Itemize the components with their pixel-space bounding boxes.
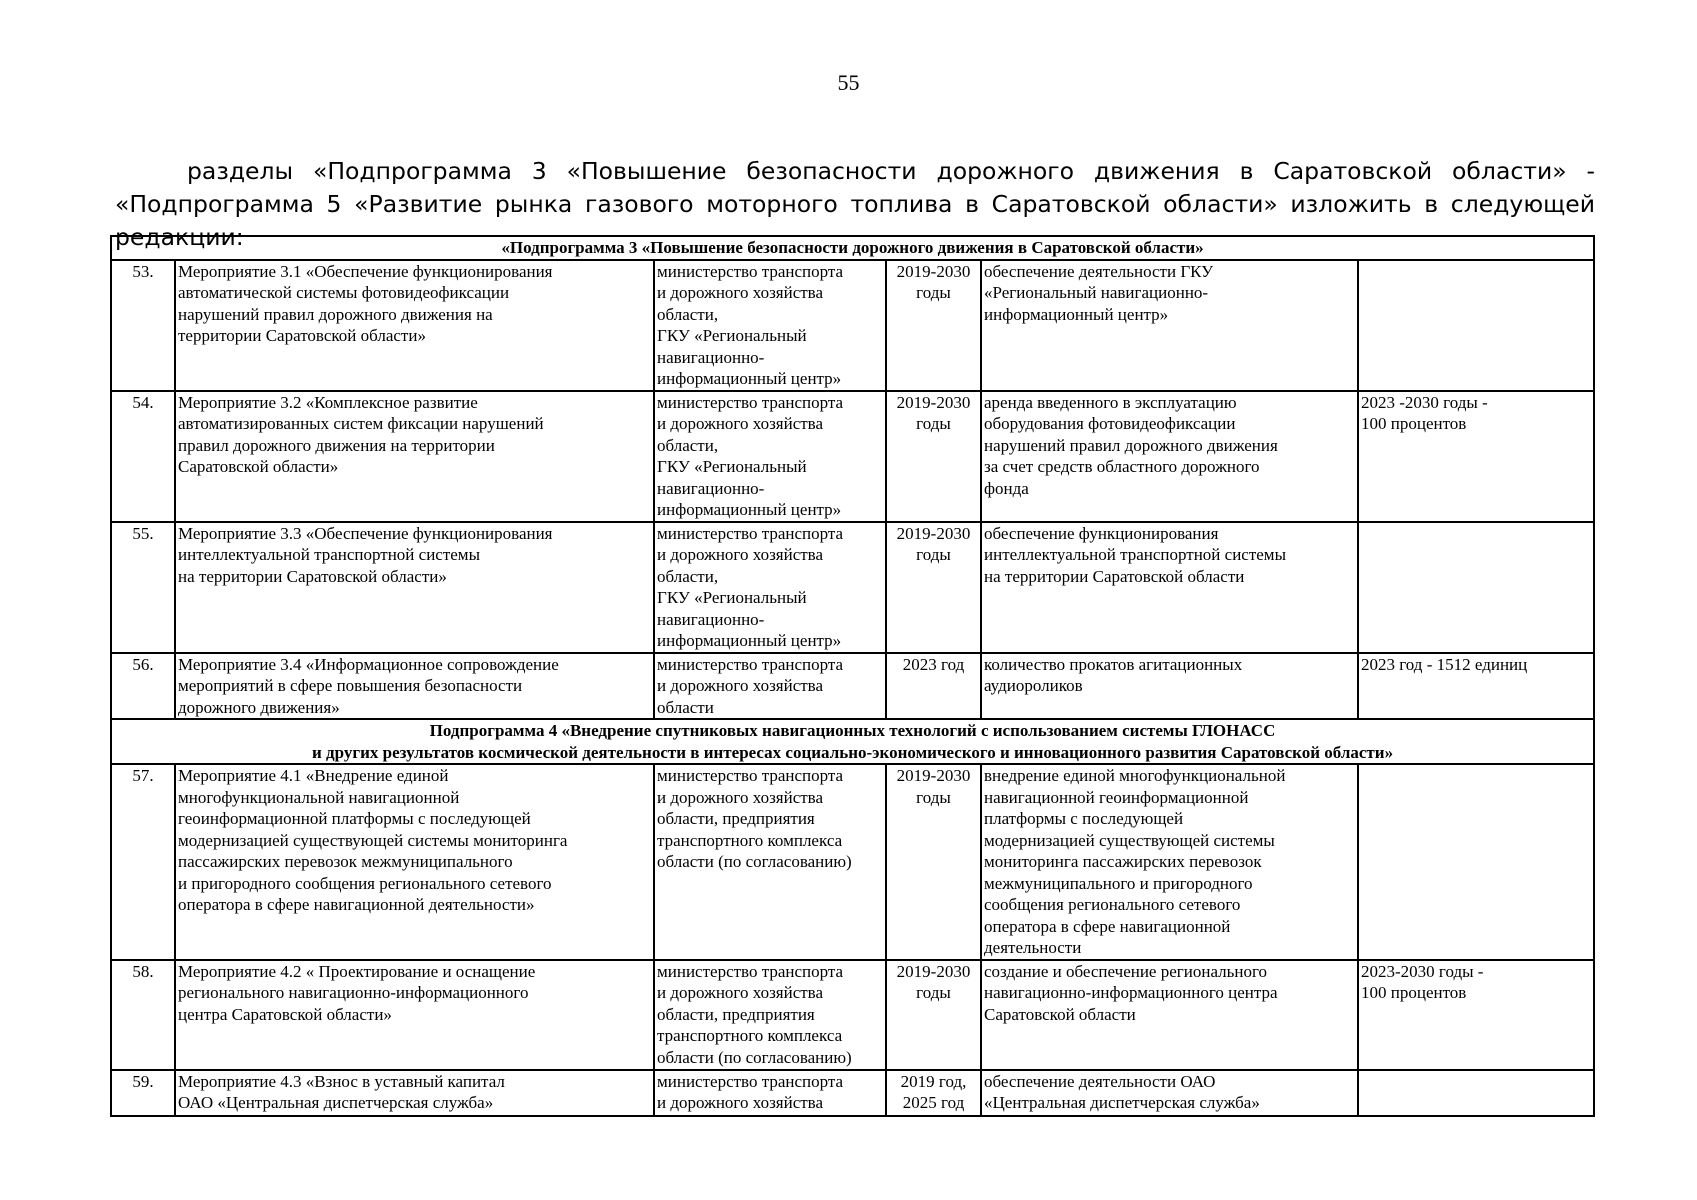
page-number: 55: [837, 70, 860, 95]
executor: министерство транспорта и дорожного хозяйства области: [654, 653, 886, 720]
table-row: [111, 764, 1594, 960]
row-number: 58.: [111, 960, 175, 1070]
section-header-row: [111, 236, 1594, 260]
program-table: [110, 235, 1595, 1117]
section-title-4: Подпрограмма 4 «Внедрение спутниковых навигационных технологий с использованием системы ГЛОНАСС и других результатов космической деятельности в интересах социально-экономического и инновационного развития Саратовской области»: [111, 719, 1594, 764]
expected-result: аренда введенного в эксплуатацию оборудования фотовидеофиксации нарушений правил дорожного движения за счет средств областного дорожного фонда: [981, 391, 1358, 522]
row-number: 55.: [111, 522, 175, 653]
measure-name: Мероприятие 4.1 «Внедрение единой многофункциональной навигационной геоинформационной платформы с последующей модернизацией существующей системы мониторинга пассажирских перевозок межмуниципального и пригородного сообщения регионального сетевого оператора в сфере навигационной деятельности»: [175, 764, 654, 960]
target-indicator: [1358, 1070, 1594, 1116]
row-number: 57.: [111, 764, 175, 960]
period: 2019 год, 2025 год: [886, 1070, 981, 1116]
period: 2019-2030 годы: [886, 260, 981, 391]
period: 2019-2030 годы: [886, 391, 981, 522]
section-header-row: [111, 719, 1594, 764]
target-indicator: [1358, 764, 1594, 960]
measure-name: Мероприятие 3.2 «Комплексное развитие автоматизированных систем фиксации нарушений правил дорожного движения на территории Саратовской области»: [175, 391, 654, 522]
executor: министерство транспорта и дорожного хозяйства области, ГКУ «Региональный навигационно- информационный центр»: [654, 522, 886, 653]
section-title-3: «Подпрограмма 3 «Повышение безопасности дорожного движения в Саратовской области»: [111, 236, 1594, 260]
executor: министерство транспорта и дорожного хозяйства области, ГКУ «Региональный навигационно- информационный центр»: [654, 391, 886, 522]
expected-result: количество прокатов агитационных аудиороликов: [981, 653, 1358, 720]
period: 2019-2030 годы: [886, 522, 981, 653]
table-row: [111, 522, 1594, 653]
expected-result: внедрение единой многофункциональной навигационной геоинформационной платформы с последующей модернизацией существующей системы мониторинга пассажирских перевозок межмуниципального и пригородного сообщения регионального сетевого оператора в сфере навигационной деятельности: [981, 764, 1358, 960]
row-number: 53.: [111, 260, 175, 391]
executor: министерство транспорта и дорожного хозяйства области, ГКУ «Региональный навигационно- информационный центр»: [654, 260, 886, 391]
executor: министерство транспорта и дорожного хозяйства области, предприятия транспортного комплекса области (по согласованию): [654, 960, 886, 1070]
intro-text: разделы «Подпрограмма 3 «Повышение безопасности дорожного движения в Саратовской области» - «Подпрограмма 5 «Развитие рынка газового моторного топлива в Саратовской области» изложить в следующей редакции:: [115, 157, 1595, 251]
executor: министерство транспорта и дорожного хозяйства: [654, 1070, 886, 1116]
target-indicator: 2023-2030 годы - 100 процентов: [1358, 960, 1594, 1070]
expected-result: обеспечение функционирования интеллектуальной транспортной системы на территории Саратовской области: [981, 522, 1358, 653]
target-indicator: 2023 -2030 годы - 100 процентов: [1358, 391, 1594, 522]
executor: министерство транспорта и дорожного хозяйства области, предприятия транспортного комплекса области (по согласованию): [654, 764, 886, 960]
row-number: 54.: [111, 391, 175, 522]
measure-name: Мероприятие 4.2 « Проектирование и оснащение регионального навигационно-информационного центра Саратовской области»: [175, 960, 654, 1070]
table-row: [111, 391, 1594, 522]
measure-name: Мероприятие 3.4 «Информационное сопровождение мероприятий в сфере повышения безопасности дорожного движения»: [175, 653, 654, 720]
table-row: [111, 260, 1594, 391]
table-row: [111, 653, 1594, 720]
target-indicator: 2023 год - 1512 единиц: [1358, 653, 1594, 720]
period: 2019-2030 годы: [886, 960, 981, 1070]
period: 2019-2030 годы: [886, 764, 981, 960]
measure-name: Мероприятие 3.3 «Обеспечение функционирования интеллектуальной транспортной системы на территории Саратовской области»: [175, 522, 654, 653]
measure-name: Мероприятие 4.3 «Взнос в уставный капитал ОАО «Центральная диспетчерская служба»: [175, 1070, 654, 1116]
row-number: 56.: [111, 653, 175, 720]
table-row: [111, 1070, 1594, 1116]
row-number: 59.: [111, 1070, 175, 1116]
measure-name: Мероприятие 3.1 «Обеспечение функционирования автоматической системы фотовидеофиксации нарушений правил дорожного движения на территории Саратовской области»: [175, 260, 654, 391]
period: 2023 год: [886, 653, 981, 720]
target-indicator: [1358, 522, 1594, 653]
table-row: [111, 960, 1594, 1070]
expected-result: обеспечение деятельности ОАО «Центральная диспетчерская служба»: [981, 1070, 1358, 1116]
expected-result: создание и обеспечение регионального навигационно-информационного центра Саратовской области: [981, 960, 1358, 1070]
target-indicator: [1358, 260, 1594, 391]
expected-result: обеспечение деятельности ГКУ «Региональный навигационно- информационный центр»: [981, 260, 1358, 391]
